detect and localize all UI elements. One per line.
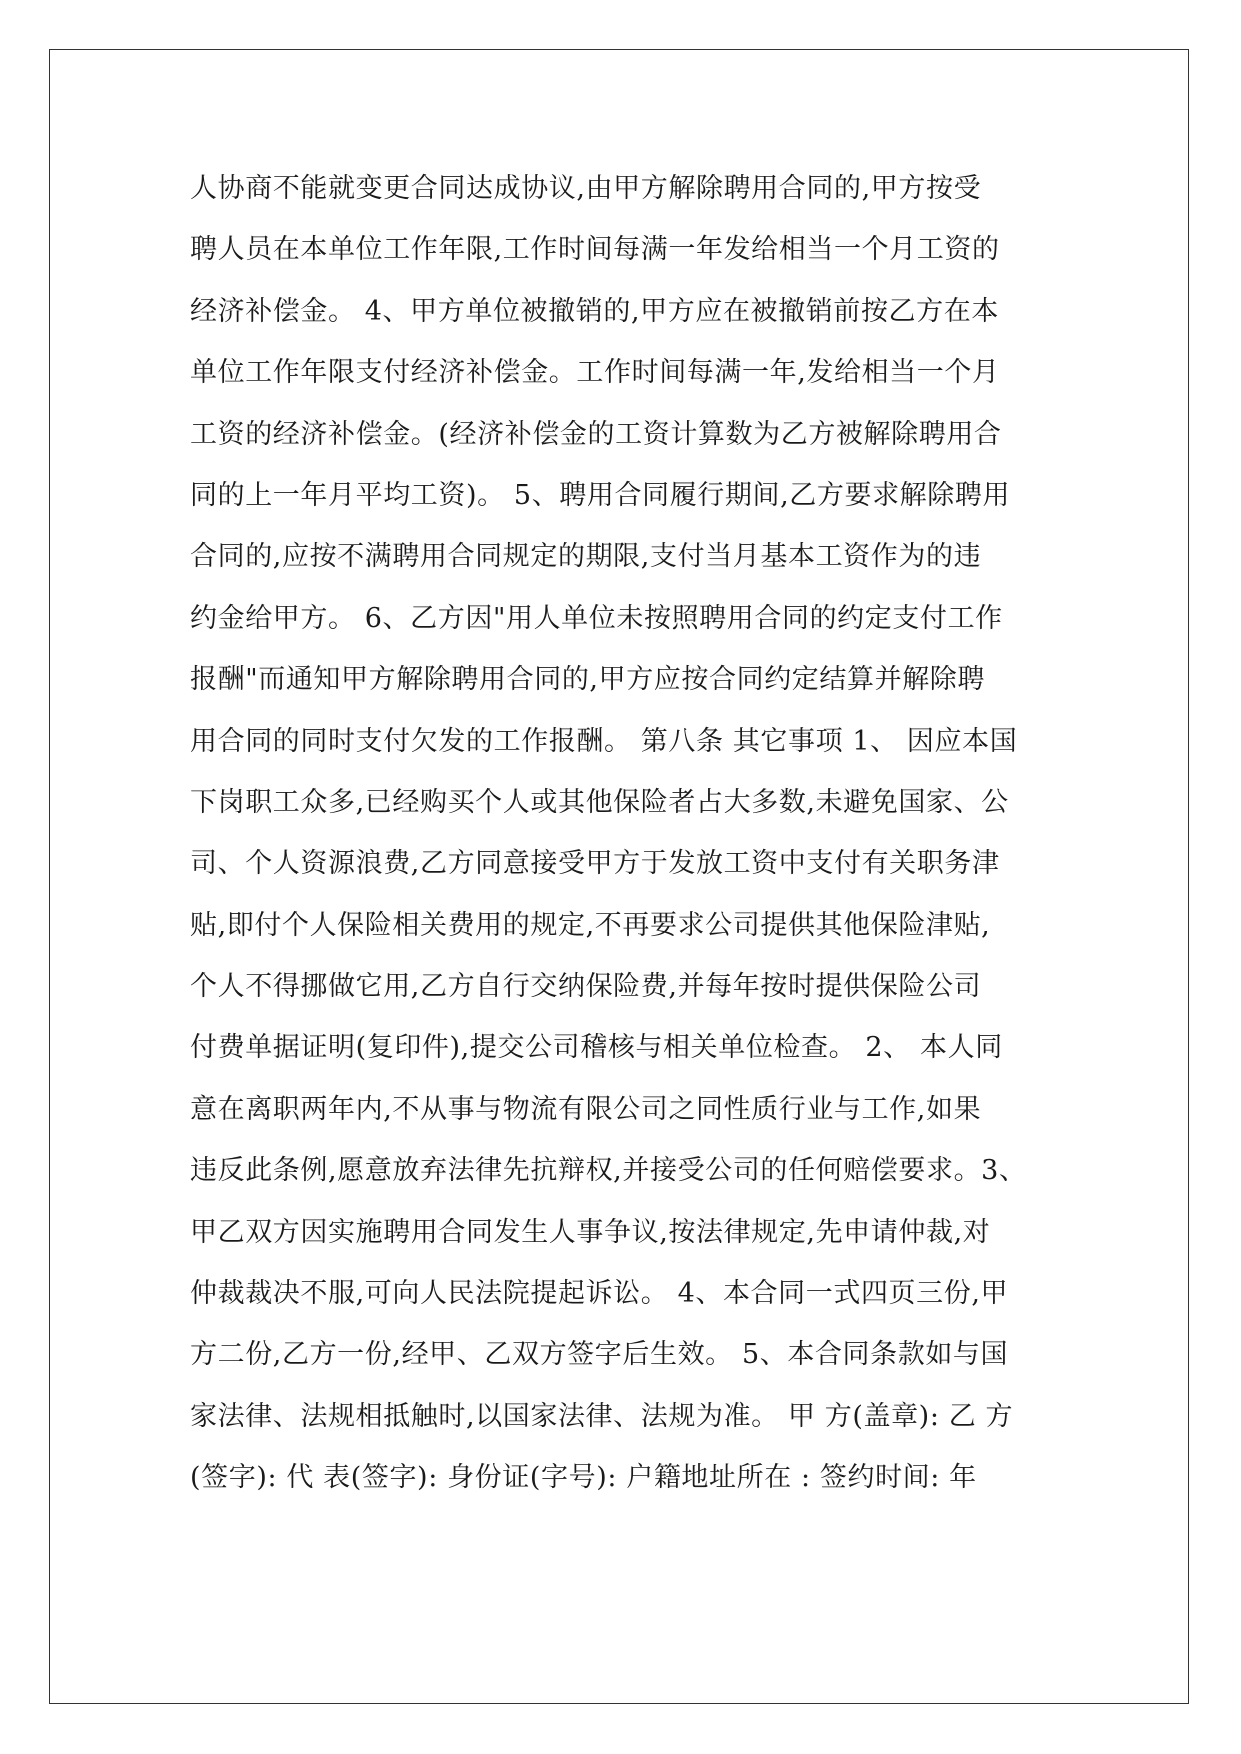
text-line: 同的上一年月平均工资)。 5、聘用合同履行期间,乙方要求解除聘用 [190,479,1011,511]
text-line: (签字): 代 表(签字): 身份证(字号): 户籍地址所在 : 签约时间: 年 [190,1462,977,1494]
text-line: 合同的,应按不满聘用合同规定的期限,支付当月基本工资作为的违 [190,541,982,573]
text-line: 工资的经济补偿金。(经济补偿金的工资计算数为乙方被解除聘用合 [190,418,1002,450]
text-line: 约金给甲方。 6、乙方因"用人单位未按照聘用合同的约定支付工作 [190,602,1003,634]
text-line: 违反此条例,愿意放弃法律先抗辩权,并接受公司的任何赔偿要求。3、 [190,1155,1027,1187]
text-line: 意在离职两年内,不从事与物流有限公司之同性质行业与工作,如果 [190,1093,982,1125]
text-line: 单位工作年限支付经济补偿金。工作时间每满一年,发给相当一个月 [190,357,1000,389]
text-line: 甲乙双方因实施聘用合同发生人事争议,按法律规定,先申请仲裁,对 [190,1216,991,1248]
text-line: 用合同的同时支付欠发的工作报酬。 第八条 其它事项 1、 因应本国 [190,725,1018,757]
text-line: 经济补偿金。 4、甲方单位被撤销的,甲方应在被撤销前按乙方在本 [190,295,999,327]
text-line: 贴,即付个人保险相关费用的规定,不再要求公司提供其他保险津贴, [190,909,991,941]
text-line: 仲裁裁决不服,可向人民法院提起诉讼。 4、本合同一式四页三份,甲 [190,1278,1009,1310]
text-line: 人协商不能就变更合同达成协议,由甲方解除聘用合同的,甲方按受 [190,173,982,204]
text-line: 家法律、法规相抵触时,以国家法律、法规为准。 甲 方(盖章): 乙 方 [190,1400,1014,1432]
text-line: 方二份,乙方一份,经甲、乙双方签字后生效。 5、本合同条款如与国 [190,1339,1009,1371]
text-line: 报酬"而通知甲方解除聘用合同的,甲方应按合同约定结算并解除聘 [190,664,985,696]
document-body [190,158,1070,1509]
text-line: 司、个人资源浪费,乙方同意接受甲方于发放工资中支付有关职务津 [190,848,1000,880]
text-line: 聘人员在本单位工作年限,工作时间每满一年发给相当一个月工资的 [190,234,1000,266]
text-line: 个人不得挪做它用,乙方自行交纳保险费,并每年按时提供保险公司 [190,971,982,1003]
text-line: 付费单据证明(复印件),提交公司稽核与相关单位检查。 2、 本人同 [190,1032,1003,1064]
text-line: 下岗职工众多,已经购买个人或其他保险者占大多数,未避免国家、公 [190,786,1009,818]
